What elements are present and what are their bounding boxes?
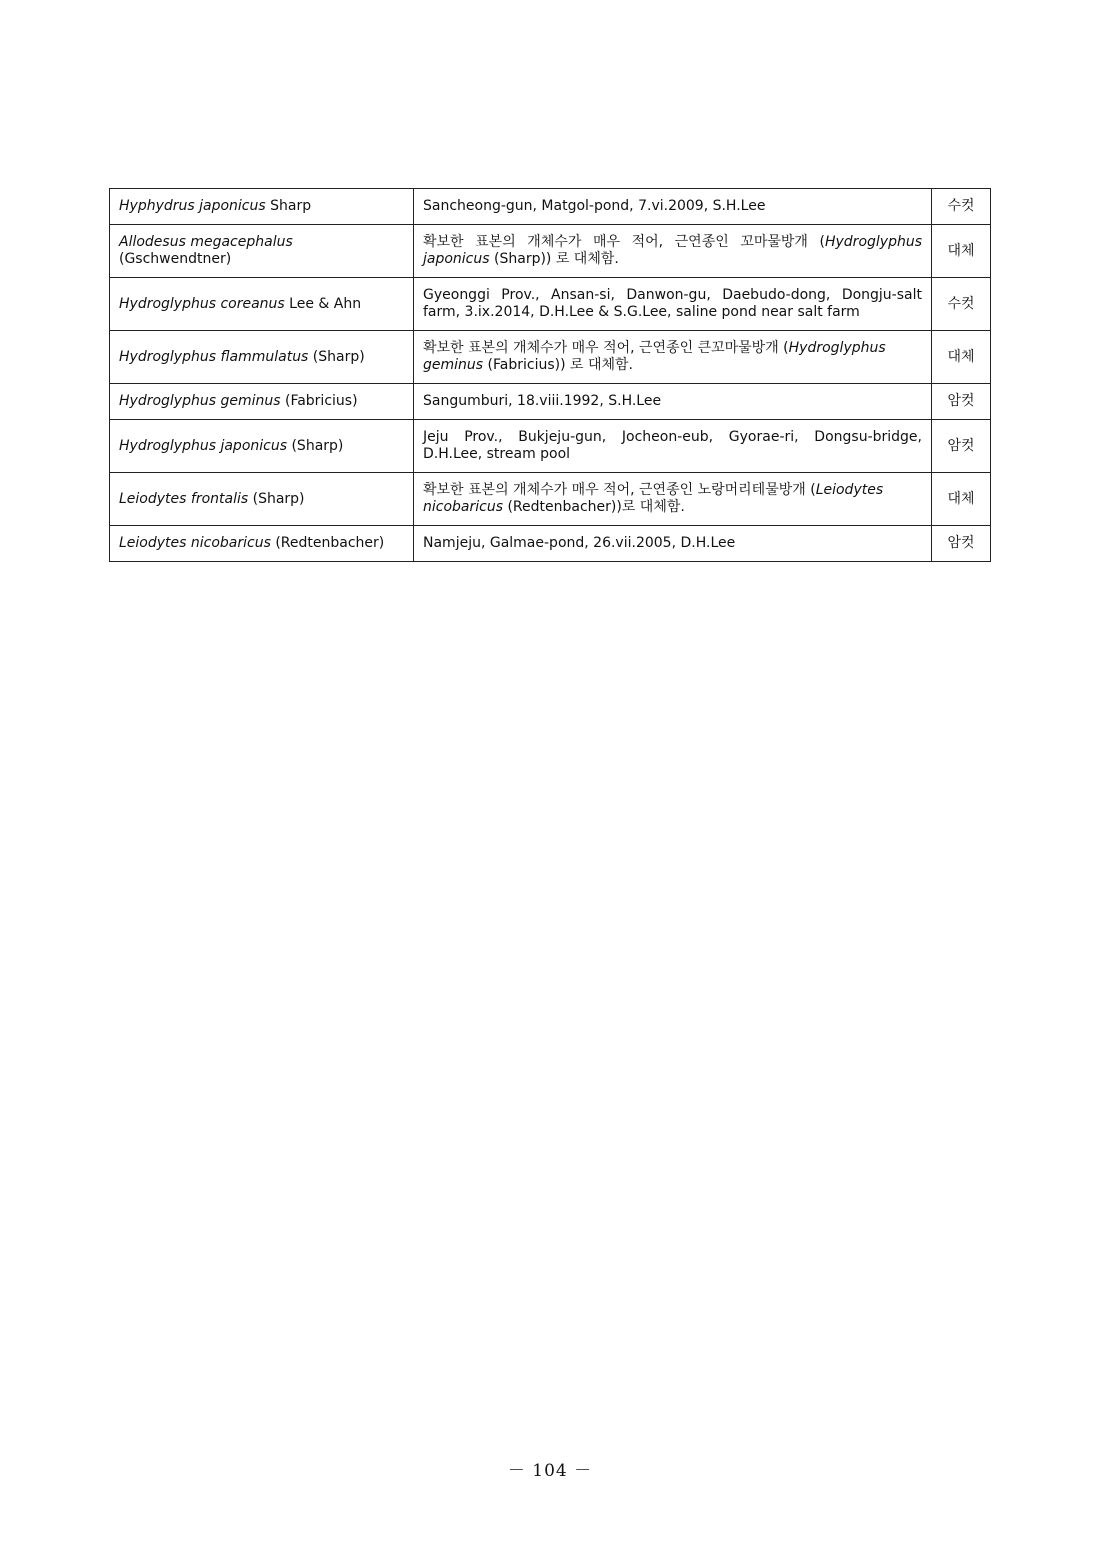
sex-cell: 수컷 — [932, 278, 991, 331]
locality-text: Jeju Prov., Bukjeju-gun, Jocheon-eub, Gyorae-ri, Dongsu-bridge, D.H.Lee, stream pool — [423, 429, 922, 462]
table-row — [110, 420, 991, 473]
table-row — [110, 473, 991, 526]
specimen-table — [109, 188, 991, 562]
locality-text: Sancheong-gun, Matgol-pond, 7.vi.2009, S.H.Lee — [423, 198, 766, 214]
locality-cell — [414, 473, 932, 526]
species-name: Hydroglyphus coreanus — [119, 295, 285, 312]
locality-cell — [414, 225, 932, 278]
table-row — [110, 225, 991, 278]
species-cell — [110, 384, 414, 420]
sex-cell: 대체 — [932, 225, 991, 278]
locality-italic-text: Leiodytes nicobaricus — [423, 482, 884, 515]
sex-cell: 대체 — [932, 331, 991, 384]
species-cell — [110, 331, 414, 384]
species-author: Sharp — [265, 198, 312, 214]
table-row — [110, 278, 991, 331]
specimen-table-body — [110, 189, 991, 562]
sex-cell: 암컷 — [932, 420, 991, 473]
locality-italic-text: Hydroglyphus japonicus — [423, 234, 922, 267]
species-cell — [110, 189, 414, 225]
species-name: Hydroglyphus geminus — [119, 393, 281, 409]
table-row — [110, 526, 991, 562]
locality-text: Namjeju, Galmae-pond, 26.vii.2005, D.H.Lee — [423, 535, 736, 551]
species-name: Leiodytes nicobaricus — [119, 535, 271, 551]
species-name: Allodesus megacephalus — [119, 234, 293, 250]
locality-cell — [414, 526, 932, 562]
table-row — [110, 189, 991, 225]
species-author: (Sharp) — [248, 490, 305, 507]
locality-cell — [414, 384, 932, 420]
locality-cell — [414, 189, 932, 225]
locality-cell — [414, 278, 932, 331]
species-cell — [110, 526, 414, 562]
locality-text: Sangumburi, 18.viii.1992, S.H.Lee — [423, 393, 662, 409]
page-number: － 104 － — [507, 1461, 593, 1481]
species-author: (Gschwendtner) — [119, 251, 232, 267]
species-author: (Redtenbacher) — [270, 535, 385, 551]
species-name: Leiodytes frontalis — [119, 490, 249, 507]
locality-text: (Sharp)) 로 대체함. — [489, 251, 619, 267]
locality-text: 확보한 표본의 개체수가 매우 적어, 근연종인 꼬마물방개 ( — [423, 234, 825, 250]
table-row — [110, 384, 991, 420]
sex-cell: 대체 — [932, 473, 991, 526]
sex-cell: 암컷 — [932, 526, 991, 562]
species-cell — [110, 420, 414, 473]
species-cell — [110, 473, 414, 526]
locality-text: (Fabricius)) 로 대체함. — [483, 357, 633, 373]
locality-text: 확보한 표본의 개체수가 매우 적어, 근연종인 큰꼬마물방개 ( — [423, 340, 789, 356]
locality-text: Gyeonggi Prov., Ansan-si, Danwon-gu, Daebudo-dong, Dongju-salt farm, 3.ix.2014, D.H.Lee & S.G.Lee, saline pond near salt farm — [423, 287, 922, 320]
species-author: (Sharp) — [308, 348, 365, 365]
species-author: (Fabricius) — [280, 393, 358, 409]
species-author: Lee & Ahn — [284, 295, 362, 312]
table-row — [110, 331, 991, 384]
locality-cell — [414, 331, 932, 384]
sex-cell: 수컷 — [932, 189, 991, 225]
species-name: Hyphydrus japonicus — [119, 198, 266, 214]
species-author: (Sharp) — [287, 437, 344, 454]
locality-text: (Redtenbacher))로 대체함. — [503, 499, 685, 515]
species-cell — [110, 278, 414, 331]
locality-text: 확보한 표본의 개체수가 매우 적어, 근연종인 노랑머리테물방개 ( — [423, 482, 816, 498]
sex-cell: 암컷 — [932, 384, 991, 420]
species-cell — [110, 225, 414, 278]
locality-italic-text: Hydroglyphus geminus — [423, 340, 886, 373]
locality-cell — [414, 420, 932, 473]
species-name: Hydroglyphus japonicus — [119, 437, 288, 454]
species-name: Hydroglyphus flammulatus — [119, 348, 309, 365]
